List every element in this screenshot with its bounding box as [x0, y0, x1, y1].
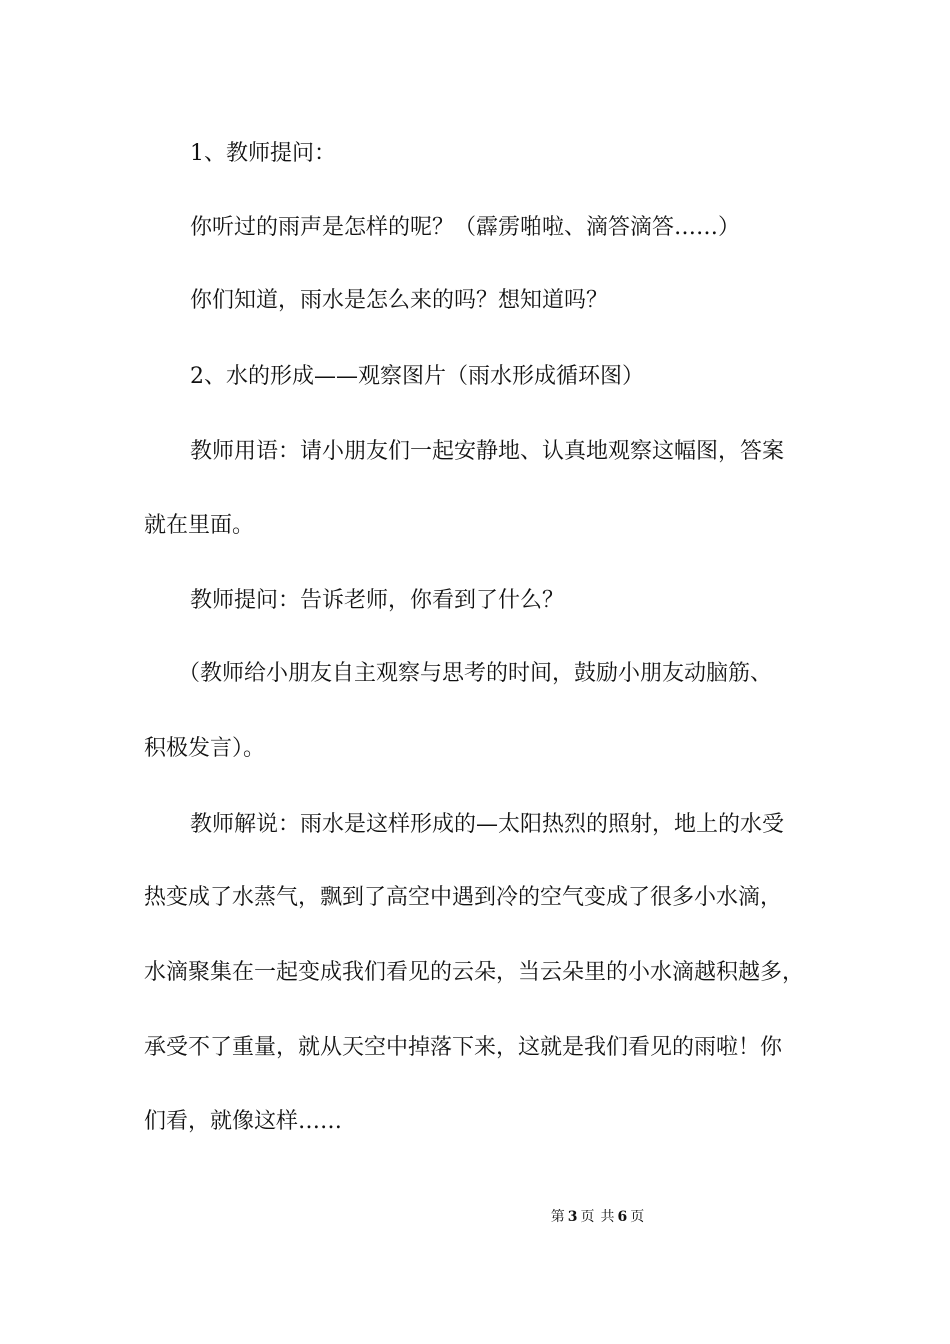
footer-total-pages: 6	[617, 1209, 628, 1225]
footer-prefix: 第	[550, 1209, 565, 1225]
paragraph-observation-note-line2: 积极发言）。	[144, 736, 266, 761]
paragraph-teacher-wording-line2: 就在里面。	[144, 513, 255, 538]
paragraph-rain-origin-question: 你们知道，雨水是怎么来的吗？想知道吗？	[190, 288, 609, 313]
paragraph-rain-sound-question: 你听过的雨声是怎样的呢？（霹雳啪啦、滴答滴答……）	[190, 215, 741, 240]
paragraph-explanation-line5: 们看，就像这样……	[144, 1109, 343, 1134]
paragraph-water-formation-heading: 2、水的形成——观察图片（雨水形成循环图）	[190, 364, 644, 389]
footer-current-page: 3	[567, 1209, 578, 1225]
page-number-footer	[0, 1207, 950, 1227]
footer-middle2: 共	[600, 1209, 615, 1225]
footer-middle1: 页	[580, 1209, 595, 1225]
paragraph-explanation-line3: 水滴聚集在一起变成我们看见的云朵，当云朵里的小水滴越积越多，	[144, 960, 805, 985]
paragraph-explanation-line4: 承受不了重量，就从天空中掉落下来，这就是我们看见的雨啦！你	[144, 1035, 783, 1060]
paragraph-teacher-wording-line1: 教师用语：请小朋友们一起安静地、认真地观察这幅图，答案	[190, 439, 785, 464]
paragraph-explanation-line2: 热变成了水蒸气，飘到了高空中遇到冷的空气变成了很多小水滴，	[144, 885, 783, 910]
paragraph-teacher-question-heading: 1、教师提问：	[190, 141, 336, 166]
paragraph-teacher-question-what-seen: 教师提问：告诉老师，你看到了什么？	[190, 588, 565, 613]
footer-suffix: 页	[630, 1209, 645, 1225]
paragraph-explanation-line1: 教师解说：雨水是这样形成的—太阳热烈的照射，地上的水受	[190, 812, 785, 837]
paragraph-observation-note-line1: （教师给小朋友自主观察与思考的时间，鼓励小朋友动脑筋、	[178, 661, 773, 686]
